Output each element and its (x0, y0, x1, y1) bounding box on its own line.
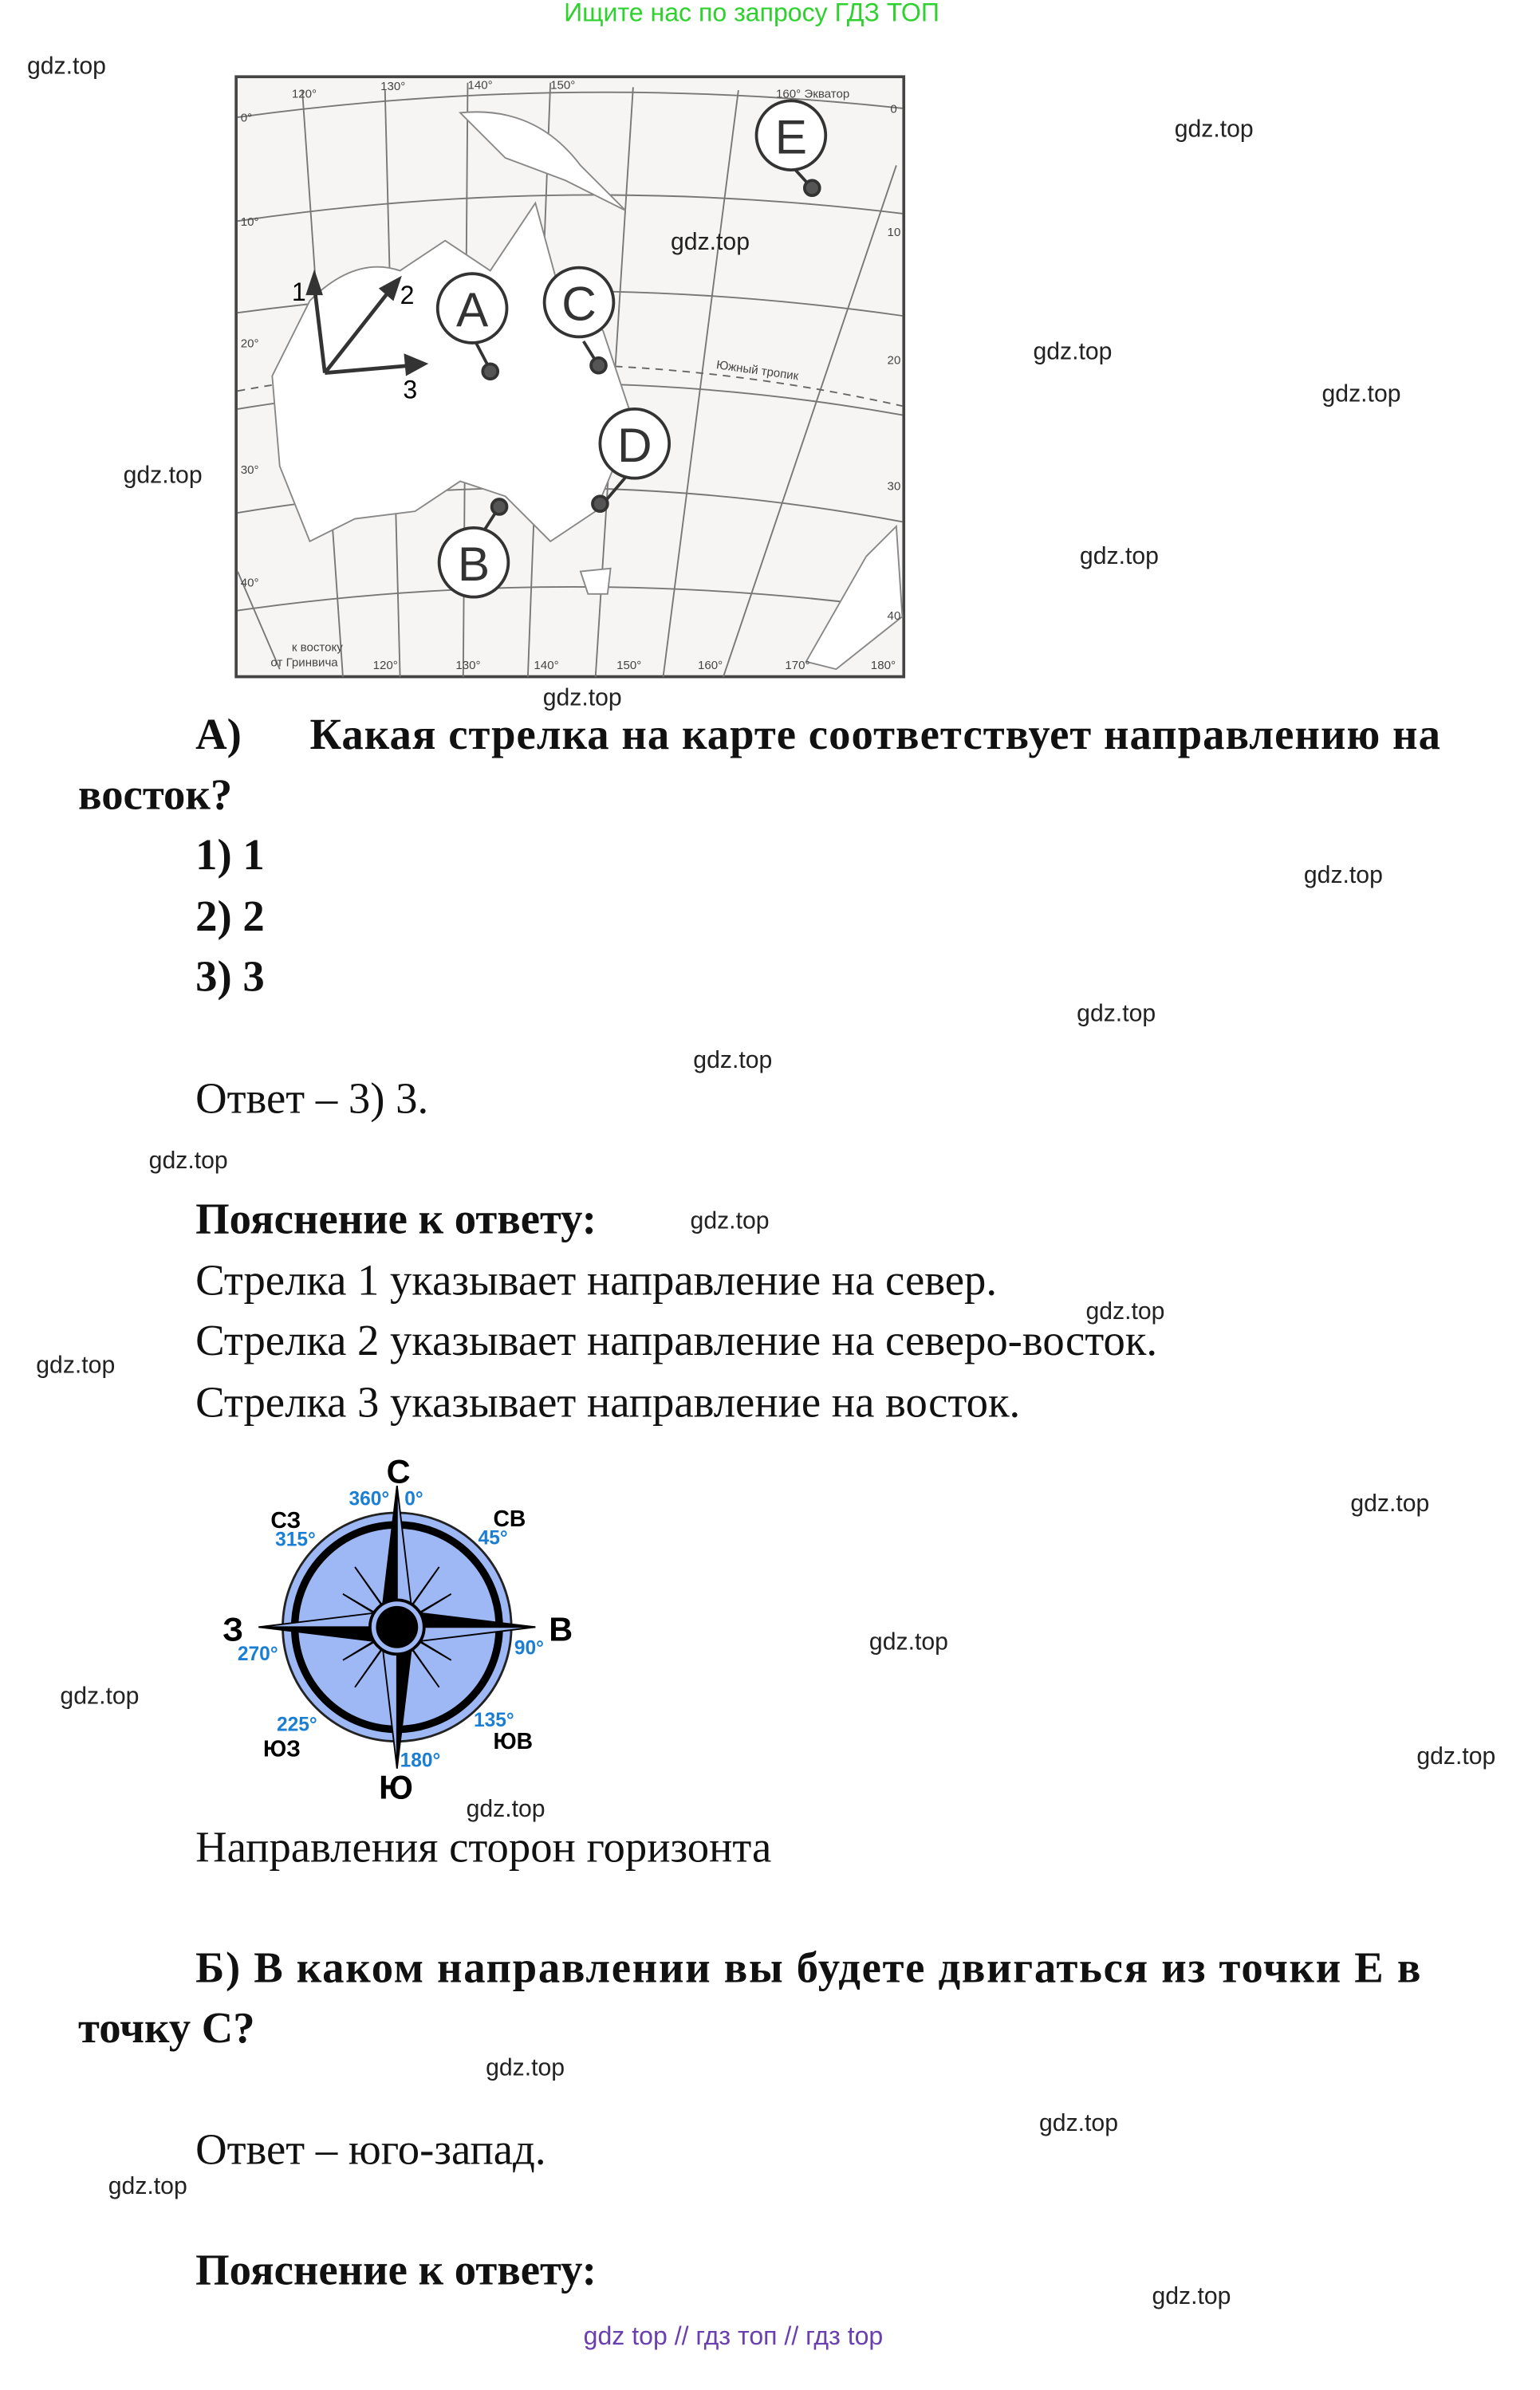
lat-label: 40 (887, 608, 901, 623)
lat-label: 0° (240, 111, 253, 125)
option-2: 2) 2 (195, 893, 265, 942)
australia-map (234, 75, 905, 678)
watermark: gdz.top (693, 1048, 773, 1074)
watermark: gdz.top (26, 53, 106, 80)
lon-label: 140° (534, 659, 559, 673)
compass-e: В (549, 1610, 573, 1648)
watermark: gdz.top (1085, 1299, 1165, 1325)
deg-45: 45° (478, 1527, 508, 1549)
watermark: gdz.top (671, 230, 750, 256)
lat-label: 40° (240, 576, 259, 590)
answer-a: Ответ – 3) 3. (195, 1075, 429, 1124)
watermark: gdz.top (1416, 1744, 1496, 1770)
lon-label: 150° (616, 659, 642, 673)
watermark: gdz.top (108, 2174, 187, 2200)
deg-135: 135° (473, 1709, 514, 1731)
watermark: gdz.top (123, 463, 203, 489)
watermark: gdz.top (1321, 381, 1401, 408)
lon-label: 140° (467, 78, 493, 93)
deg-270: 270° (237, 1643, 278, 1665)
option-1: 1) 1 (195, 831, 265, 880)
explanation-title-b: Пояснение к ответу: (195, 2246, 597, 2295)
compass-se: ЮВ (493, 1728, 534, 1754)
lat-label: 10 (887, 226, 901, 240)
explanation-title-a: Пояснение к ответу: (195, 1195, 597, 1244)
point-a-label: A (455, 282, 489, 337)
question-a-text-cont: восток? (78, 771, 233, 820)
point-d-label: D (616, 417, 652, 472)
lon-label: 160° (697, 659, 723, 673)
explanation-line: Стрелка 3 указывает направление на восток. (195, 1379, 1021, 1427)
explanation-line: Стрелка 2 указывает направление на северо-восток. (195, 1317, 1158, 1366)
watermark: gdz.top (1033, 340, 1113, 366)
watermark: gdz.top (486, 2055, 565, 2081)
watermark: gdz.top (466, 1797, 545, 1823)
lat-label: 30° (240, 463, 259, 477)
watermark: gdz.top (1350, 1491, 1430, 1518)
compass-caption: Направления сторон горизонта (195, 1824, 772, 1872)
lat-label: 10° (240, 215, 259, 229)
lon-label: 130° (455, 659, 481, 673)
question-a-label: А) (195, 711, 242, 760)
explanation-line: Стрелка 1 указывает направление на север. (195, 1257, 998, 1305)
point-b-label: B (457, 536, 490, 591)
equator-label: 160° Экватор (776, 87, 850, 101)
compass-n: С (386, 1452, 411, 1490)
deg-180: 180° (400, 1750, 441, 1772)
deg-0: 0° (404, 1488, 423, 1510)
compass-ne: СВ (493, 1505, 526, 1531)
point-c-label: C (561, 276, 597, 331)
watermark: gdz.top (1174, 117, 1254, 144)
question-b-text: Б) В каком направлении вы будете двигаться из точки Е в (195, 1944, 1423, 1993)
lat-label: 0 (890, 102, 897, 116)
footer-links[interactable]: gdz top // гдз топ // гдз top (583, 2321, 884, 2351)
deg-315: 315° (275, 1529, 316, 1551)
watermark: gdz.top (690, 1209, 770, 1235)
search-banner[interactable]: Ищите нас по запросу ГДЗ ТОП (564, 0, 939, 27)
watermark: gdz.top (1079, 544, 1159, 570)
watermark: gdz.top (148, 1148, 228, 1175)
lon-label: 150° (550, 78, 576, 93)
compass-w: З (223, 1610, 244, 1648)
east-note-1: к востоку (291, 640, 343, 655)
option-3: 3) 3 (195, 953, 265, 1002)
watermark: gdz.top (1152, 2284, 1231, 2310)
question-a-text: Какая стрелка на карте соответствует направлению на (309, 711, 1442, 760)
tropic-label: Южный тропик (715, 358, 800, 384)
arrow-2-label: 2 (400, 280, 415, 309)
lon-label: 130° (380, 80, 406, 94)
deg-360: 360° (349, 1488, 390, 1510)
arrow-1-label: 1 (291, 278, 306, 307)
lat-label: 20 (887, 353, 901, 368)
point-e-label: E (774, 109, 808, 164)
deg-90: 90° (514, 1637, 544, 1660)
compass-nw: СЗ (270, 1506, 301, 1533)
compass-s: Ю (379, 1768, 413, 1806)
watermark: gdz.top (36, 1353, 116, 1380)
lon-label: 120° (372, 659, 398, 673)
watermark: gdz.top (1077, 1001, 1156, 1027)
watermark: gdz.top (1303, 863, 1383, 889)
question-b-text-cont: точку С? (78, 2004, 255, 2053)
watermark: gdz.top (1039, 2111, 1118, 2137)
answer-b: Ответ – юго-запад. (195, 2126, 546, 2175)
arrow-3-label: 3 (403, 375, 418, 404)
compass-sw: ЮЗ (262, 1735, 301, 1762)
lat-label: 20° (240, 337, 259, 351)
compass-rose (211, 1443, 586, 1812)
lon-label: 120° (291, 87, 317, 101)
east-note-2: от Гринвича (270, 656, 338, 670)
watermark: gdz.top (542, 685, 622, 711)
lat-label: 30 (887, 479, 901, 494)
lon-label: 170° (785, 659, 810, 673)
deg-225: 225° (276, 1714, 317, 1736)
lon-label: 180° (870, 659, 896, 673)
watermark: gdz.top (60, 1683, 140, 1711)
watermark: gdz.top (868, 1630, 948, 1656)
